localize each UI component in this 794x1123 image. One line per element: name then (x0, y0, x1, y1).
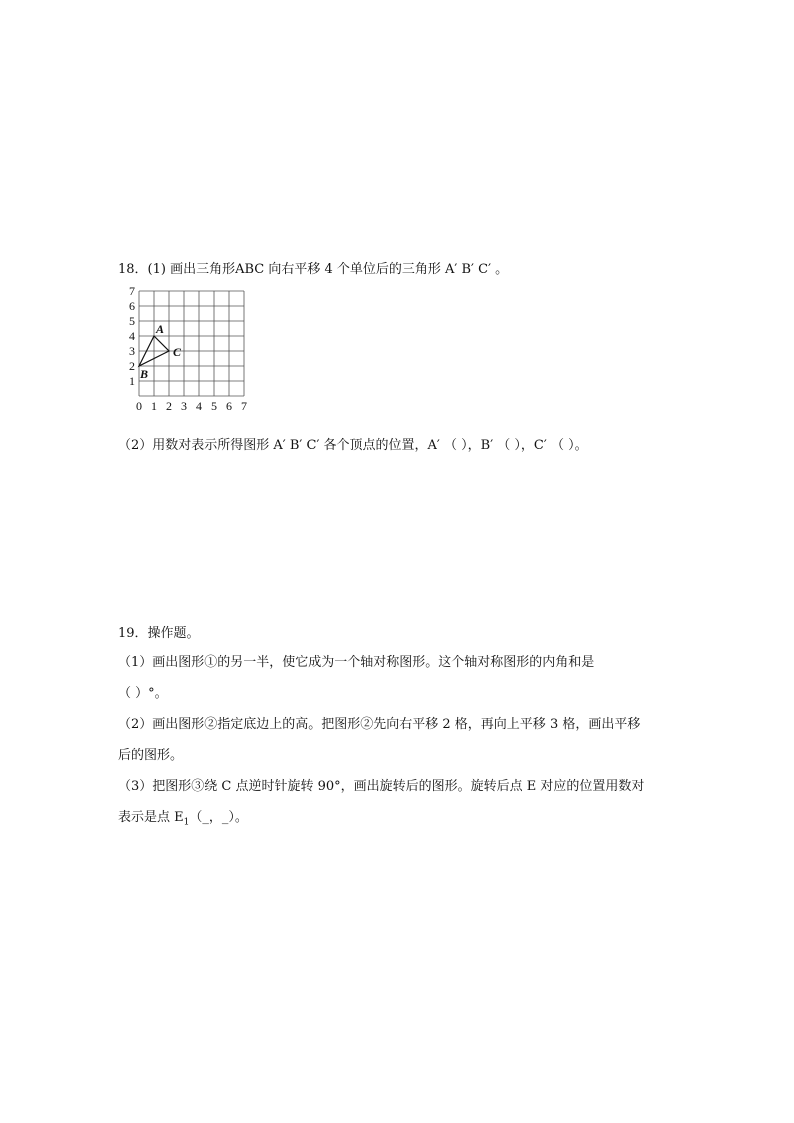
x-tick-label: 7 (241, 399, 247, 413)
q19-part3-line1: （3）把图形③绕 C 点逆时针旋转 90°，画出旋转后的图形。旋转后点 E 对应的位置用数对 (118, 779, 645, 794)
vertex-label-b: B (140, 367, 149, 381)
vertex-label-a: A (156, 322, 165, 336)
x-tick-label: 1 (151, 399, 157, 413)
y-tick-label: 2 (129, 359, 135, 373)
q19-part3-prefix: 表示是点 E (118, 810, 184, 825)
x-tick-label: 6 (226, 399, 232, 413)
coordinate-grid (122, 284, 252, 422)
y-tick-label: 6 (129, 299, 135, 313)
q19-part3-suffix: （_，_）。 (189, 810, 248, 825)
q18-part2: （2）用数对表示所得图形 A′ B′ C′ 各个顶点的位置，A′ （ ），B′ （ ），C′ （ ）。 (118, 438, 588, 453)
q19-part1-line1: （1）画出图形①的另一半，使它成为一个轴对称图形。这个轴对称图形的内角和是 (118, 655, 595, 670)
x-tick-label: 2 (166, 399, 172, 413)
q19-part1-line2: （ ）°。 (118, 686, 168, 701)
q19-part3-subscript: 1 (183, 817, 190, 828)
y-tick-label: 5 (129, 314, 135, 328)
q19-title: 19．操作题。 (118, 626, 200, 641)
x-tick-label: 5 (211, 399, 217, 413)
y-tick-label: 7 (129, 284, 135, 298)
q19-part2-line1: （2）画出图形②指定底边上的高。把图形②先向右平移 2 格，再向上平移 3 格，画出平移 (118, 717, 641, 732)
q19-part2-line2: 后的图形。 (118, 748, 184, 763)
y-tick-label: 1 (129, 374, 135, 388)
x-tick-label: 0 (136, 399, 142, 413)
q19-part3-line2 (118, 810, 248, 831)
x-tick-label: 3 (181, 399, 187, 413)
x-tick-label: 4 (196, 399, 202, 413)
y-tick-label: 4 (129, 329, 135, 343)
y-tick-label: 3 (129, 344, 135, 358)
vertex-label-c: C (173, 345, 182, 359)
q18-part1: 18．(1) 画出三角形ABC 向右平移 4 个单位后的三角形 A′ B′ C′ 。 (118, 262, 509, 277)
